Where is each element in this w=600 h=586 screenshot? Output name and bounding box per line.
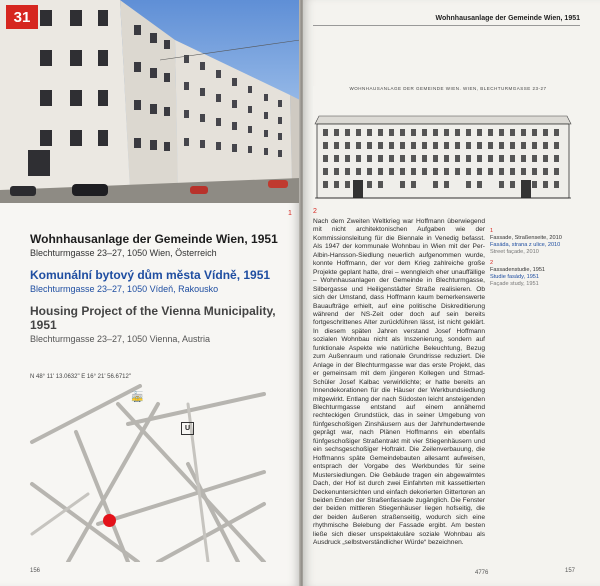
caption-2-german: Fassadenstudie, 1951 (490, 267, 546, 273)
caption-2-number: 2 (490, 260, 494, 266)
address-english: Blechturmgasse 23–27, 1050 Vienna, Austria (30, 334, 210, 344)
building-photo (0, 0, 300, 203)
location-map (28, 384, 268, 562)
title-german: Wohnhausanlage der Gemeinde Wien, 1951 (30, 232, 278, 246)
chapter-number-badge: 31 (6, 5, 38, 29)
title-english: Housing Project of the Vienna Municipality, 1951 (30, 304, 276, 332)
title-block (30, 232, 290, 344)
drawing-inscription: WOHNHAUSANLAGE DER GEMEINDE WIEN. WIEN, BLECHTURMGASSE 23-27 (349, 86, 547, 91)
building-photo-illustration (0, 0, 300, 203)
drawing-figure-number: 2 (313, 208, 317, 215)
gps-coordinates: N 48° 11' 13.0632" E 16° 21' 56.6712" (30, 374, 131, 380)
caption-1-czech: Fasáda, strana z ulice, 2010 (490, 242, 561, 248)
facade-drawing (313, 86, 573, 204)
tram-icon: 🚋 (131, 392, 144, 403)
photo-figure-number: 1 (288, 210, 292, 217)
footer-mark: 4776 (475, 570, 489, 576)
right-page (303, 0, 600, 586)
running-head: Wohnhausanlage der Gemeinde Wien, 1951 (313, 15, 580, 26)
caption-2-english: Façade study, 1951 (490, 281, 539, 287)
address-german: Blechturmgasse 23–27, 1050 Wien, Österreich (30, 248, 217, 258)
location-marker-icon (103, 514, 116, 527)
captions (490, 228, 590, 292)
caption-1-german: Fassade, Straßenseite, 2010 (490, 235, 562, 241)
address-czech: Blechturmgasse 23–27, 1050 Vídeň, Rakousko (30, 284, 219, 294)
caption-1-number: 1 (490, 228, 494, 234)
title-czech: Komunální bytový dům města Vídně, 1951 (30, 268, 271, 282)
page-number-left: 156 (30, 568, 41, 574)
subway-icon: U (181, 422, 194, 435)
page-number-right: 157 (565, 568, 576, 574)
body-text: Nach dem Zweiten Weltkrieg war Hoffmann überwiegend mit nicht architektonischen Aufgaben wie der Kommissionsleitung für die Biennale in Venedig befasst. Als 1947 der kommunale Wohnbau in Wien mit der Per-Albin-Hansson-Siedlung neuerlich aufgenommen wurde, konnte Hoffmann, der vor dem Krieg zahlreiche große Projekte geplant hatte, drei – wenngleich eher unauffällige – Wohnhausanlagen der Gemeinde in Blechturmgasse, Silbergasse und Heiligenstädter Straße realisieren. Ob sich der Umstand, dass Hoffmann kaum bemerkenswerte Bauaufträge erhielt, auf eine politische Diskreditierung während der NS-Zeit oder doch auf sein bereits fortgeschrittenes Alter zurückführen lässt, ist nicht geklärt. In diesem späten Jahren verstand Josef Hoffmann sozialen Wohnbau nicht als Inszenierung, sondern auf funktionale Aspekte wie natürliche Beleuchtung, Bezug zum Außenraum und rationale Grundrisse reduziert. Die Anlage in der Blechturmgasse war das erste Projekt, das er gemeinsam mit dem jüngeren Kollegen und Strnad-Schüler Josef Kalbac verwirklichte; er hatte bereits an Innendekorationen für die Häuser der Werkbundsiedlung mitgewirkt. Entlang der nach Südosten leicht ansteigenden Blechturmgasse entstand auf einem annähernd rechteckigen Grundstück, das in seiner Umgebung von fünfgeschoßigen Zinshäusern aus der Jahrhundertwende geprägt war, nach Plänen Hoffmanns ein ebenfalls fünfgeschoßiger Straßentrakt mit vier Stiegenhäusern und ein sechsgeschoßiger Hoftrakt. Die Zeilenverbauung, die Hoffmanns späte Gemeindebauten allesamt aufweisen, entsprach der Vorgabe des Werkbundes für seine Mustersiedlungen. Die Gebäude tragen ein abgewalmtes Dach, der Hof ist durch zwei Einfahrten mit kassettierten Deckenuntersichten und einfach dekorierten Gittertoren an beiden Enden der Straßenfassade zugänglich. Die Fenster der beiden mittleren Stiegenhäuser liegen hofseitig, die der beiden äußeren straßenseitig, wodurch sich eine rhythmische Belebung der Fassade ergibt. Am besten ließe sich dieser unspektakuläre soziale Wohnbau als Ausdruck „selbstverständlicher Würde“ bezeichnen. (313, 218, 485, 547)
caption-2-czech: Studie fasády, 1951 (490, 274, 540, 280)
caption-1-english: Street façade, 2010 (490, 249, 539, 255)
